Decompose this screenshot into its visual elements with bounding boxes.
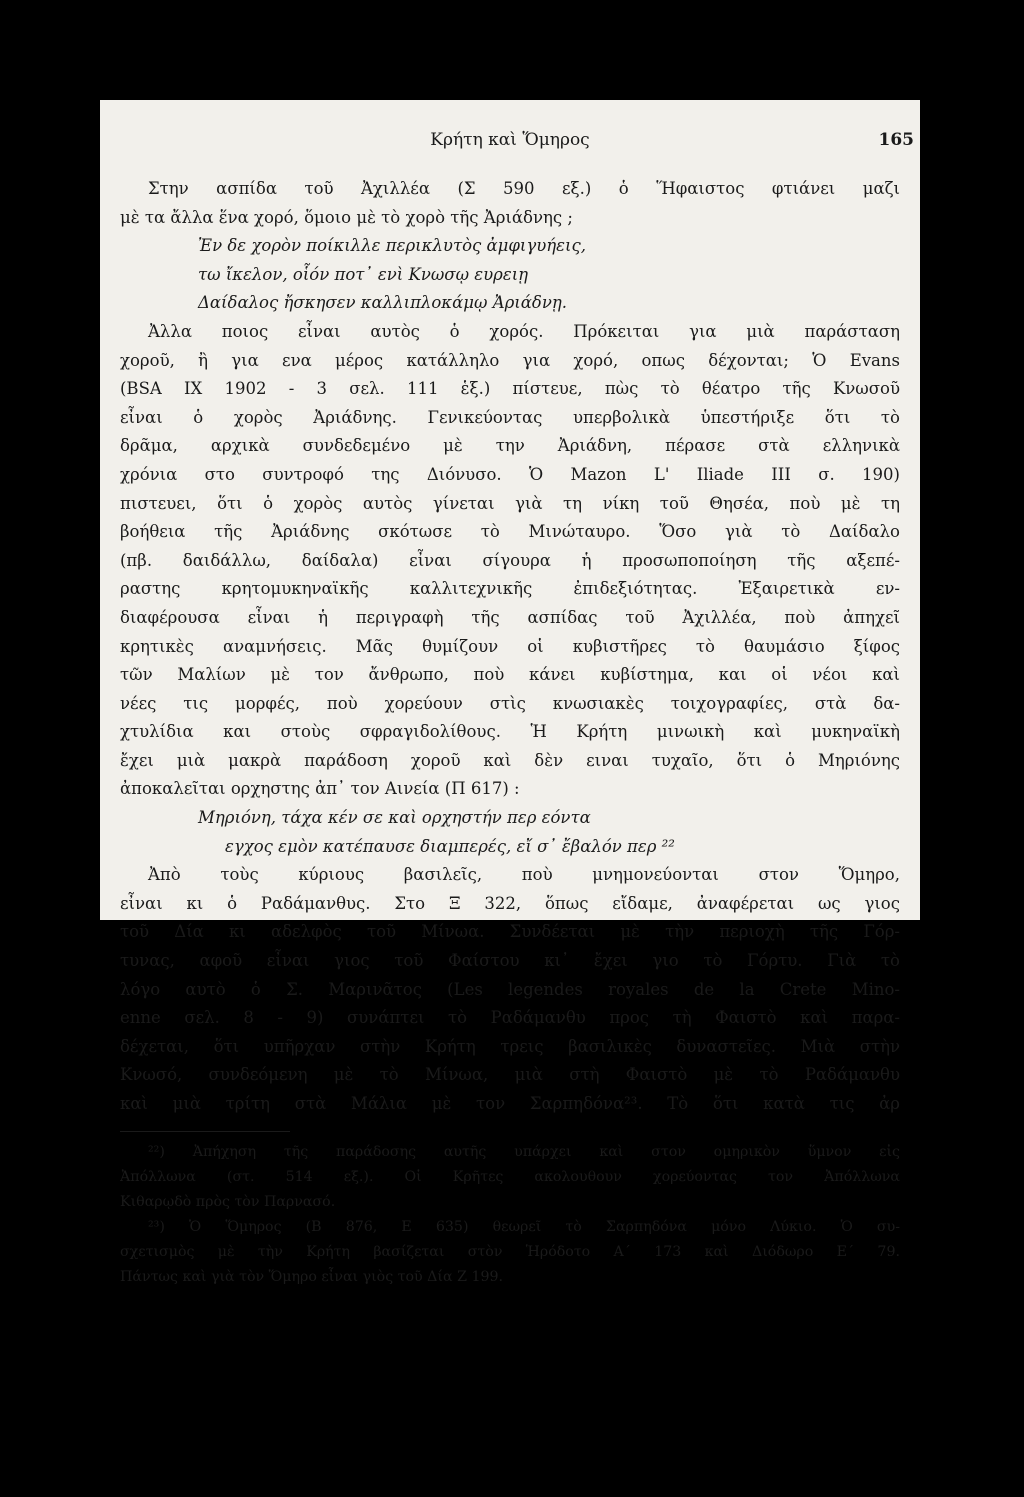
text-line: δρᾶμα, αρχικὰ συνδεδεμένο μὲ την Ἀριάδνη, πέρασε στὰ ελληνικὰ xyxy=(120,436,900,456)
text-line: χτυλίδια και στοὺς σφραγιδολίθους. Ἡ Κρήτη μινωικὴ καὶ μυκηναϊκὴ xyxy=(120,722,900,742)
text-line: enne σελ. 8 - 9) συνάπτει τὸ Ραδάμανθυ προς τὴ Φαιστὸ καὶ παρα- xyxy=(120,1008,900,1028)
text-line: Στην ασπίδα τοῦ Ἀχιλλέα (Σ 590 εξ.) ὁ Ἥφαιστος φτιάνει μαζι xyxy=(148,179,900,198)
text-line: Ἀλλα ποιος εἶναι αυτὸς ὁ χορός. Πρόκειται για μιὰ παράσταση xyxy=(148,321,900,341)
text-line: ἔχει μιὰ μακρὰ παράδοση χοροῦ καὶ δὲν ειναι τυχαῖο, ὅτι ὁ Μηριόνης xyxy=(120,750,900,770)
text-line: νέες τις μορφές, ποὺ χορεύουν στὶς κνωσιακὲς τοιχογραφίες, στὰ δα- xyxy=(120,693,900,713)
footnote-line: Κιθαρῳδὸ πρὸς τὸν Παρνασό. xyxy=(120,1193,336,1210)
footnote-line: σχετισμὸς μὲ τὴν Κρήτη βασίζεται στὸν Ἡρόδοτο Α΄ 173 καὶ Διόδωρο Ε΄ 79. xyxy=(120,1243,900,1260)
text-line: τοῦ Δία κι αδελφὸς τοῦ Μίνωα. Συνδέεται μὲ τὴν περιοχὴ τῆς Γόρ- xyxy=(120,922,900,942)
text-line: (πβ. δαιδάλλω, δαίδαλα) εἶναι σίγουρα ἡ προσωποποίηση τῆς αξεπέ- xyxy=(120,550,900,570)
text-line: Δαίδαλος ἤσκησεν καλλιπλοκάμῳ Ἀριάδνῃ. xyxy=(198,293,568,313)
text-line: ραστης κρητομυκηναϊκῆς καλλιτεχνικῆς ἐπιδεξιότητας. Ἐξαιρετικὰ εν- xyxy=(120,579,900,599)
page-number: 165 xyxy=(878,130,914,150)
text-line: βοήθεια τῆς Ἀριάδνης σκότωσε τὸ Μινώταυρο. Ὅσο γιὰ τὸ Δαίδαλο xyxy=(120,522,900,542)
text-line: διαφέρουσα εἶναι ἡ περιγραφὴ τῆς ασπίδας τοῦ Ἀχιλλέα, ποὺ ἀπηχεῖ xyxy=(120,607,900,627)
text-line: πιστευει, ὅτι ὁ χορὸς αυτὸς γίνεται γιὰ τη νίκη τοῦ Θησέα, ποὺ μὲ τη xyxy=(120,493,900,513)
text-line: τυνας, αφοῦ εἶναι γιος τοῦ Φαίστου κι᾽ ἔχει γιο τὸ Γόρτυ. Γιὰ τὸ xyxy=(120,951,900,971)
text-line: (BSA IX 1902 - 3 σελ. 111 ἑξ.) πίστευε, πὼς τὸ θέατρο τῆς Κνωσοῦ xyxy=(120,379,900,399)
footnote-line: Πάντως καὶ γιὰ τὸν Ὅμηρο εἶναι γιὸς τοῦ Δία Ζ 199. xyxy=(120,1268,504,1285)
footnote-rule xyxy=(120,1131,290,1132)
running-title: Κρήτη καὶ Ὅμηρος xyxy=(430,130,590,150)
text-line: Ἐν δε χορὸν ποίκιλλε περικλυτὸς ἀμφιγυήεις, xyxy=(198,236,586,256)
text-line: Ἀπὸ τοὺς κύριους βασιλεῖς, ποὺ μνημονεύονται στον Ὅμηρο, xyxy=(148,865,900,885)
text-line: Κνωσό, συνδεόμενη μὲ τὸ Μίνωα, μιὰ στὴ Φαιστὸ μὲ τὸ Ραδάμανθυ xyxy=(120,1065,900,1085)
text-line: χοροῦ, ἢ για ενα μέρος κατάλληλο για χορό, οπως δέχονται; Ὁ Evans xyxy=(120,350,900,370)
text-line: τῶν Μαλίων μὲ τον ἄνθρωπο, ποὺ κάνει κυβίστημα, και οἱ νέοι καὶ xyxy=(120,665,900,685)
footnotes xyxy=(120,1140,900,1290)
text-line: δέχεται, ὅτι υπῆρχαν στὴν Κρήτη τρεις βασιλικὲς δυναστεῖες. Μιὰ στὴν xyxy=(120,1036,900,1056)
footnote-line: Ἀπόλλωνα (στ. 514 εξ.). Οἱ Κρῆτες ακολουθουν χορεύοντας τον Ἀπόλλωνα xyxy=(120,1168,900,1185)
text-line: λόγο αυτὸ ὁ Σ. Μαρινᾶτος (Les legendes royales de la Crete Mino- xyxy=(120,979,900,999)
text-line: κρητικὲς αναμνήσεις. Μᾶς θυμίζουν οἱ κυβιστῆρες τὸ θαυμάσιο ξίφος xyxy=(120,636,900,656)
book-page xyxy=(100,100,920,1285)
text-line: καὶ μιὰ τρίτη στὰ Μάλια μὲ τον Σαρπηδόνα²³. Τὸ ὅτι κατὰ τις ἀρ xyxy=(120,1094,900,1113)
main-text xyxy=(120,175,900,1290)
text-line: τω ἴκελον, οἷόν ποτ᾽ ενὶ Κνωσῳ ευρειῃ xyxy=(198,264,529,284)
text-line: εγχος εμὸν κατέπαυσε διαμπερές, εἴ σ᾽ ἔβαλόν περ ²² xyxy=(225,836,675,856)
running-header xyxy=(100,130,920,154)
text-line: Μηριόνη, τάχα κέν σε καὶ ορχηστήν περ εόντα xyxy=(198,808,591,828)
text-line: εἶναι ὁ χορὸς Ἀριάδνης. Γενικεύοντας υπερβολικὰ ὑπεστήριξε ὅτι τὸ xyxy=(120,407,900,427)
body-lines xyxy=(120,175,900,1119)
footnote-line: ²²) Ἀπήχηση τῆς παράδοσης αυτῆς υπάρχει καὶ στον ομηρικὸν ὕμνον εἰς xyxy=(148,1143,900,1160)
footnote-line: ²³) Ὁ Ὅμηρος (Β 876, Ε 635) θεωρεῖ τὸ Σαρπηδόνα μόνο Λύκιο. Ὁ συ- xyxy=(148,1218,900,1235)
text-line: εἶναι κι ὁ Ραδάμανθυς. Στο Ξ 322, ὅπως εἴδαμε, ἀναφέρεται ως γιος xyxy=(120,893,900,913)
text-line: μὲ τα ἄλλα ἕνα χορό, ὅμοιο μὲ τὸ χορὸ τῆς Ἀριάδνης ; xyxy=(120,207,573,227)
text-line: ἀποκαλεῖται ορχηστης ἀπ᾽ τον Αινεία (Π 617) : xyxy=(120,779,520,799)
text-line: χρόνια στο συντροφό της Διόνυσο. Ὁ Mazon L' Iliade III σ. 190) xyxy=(120,464,900,484)
